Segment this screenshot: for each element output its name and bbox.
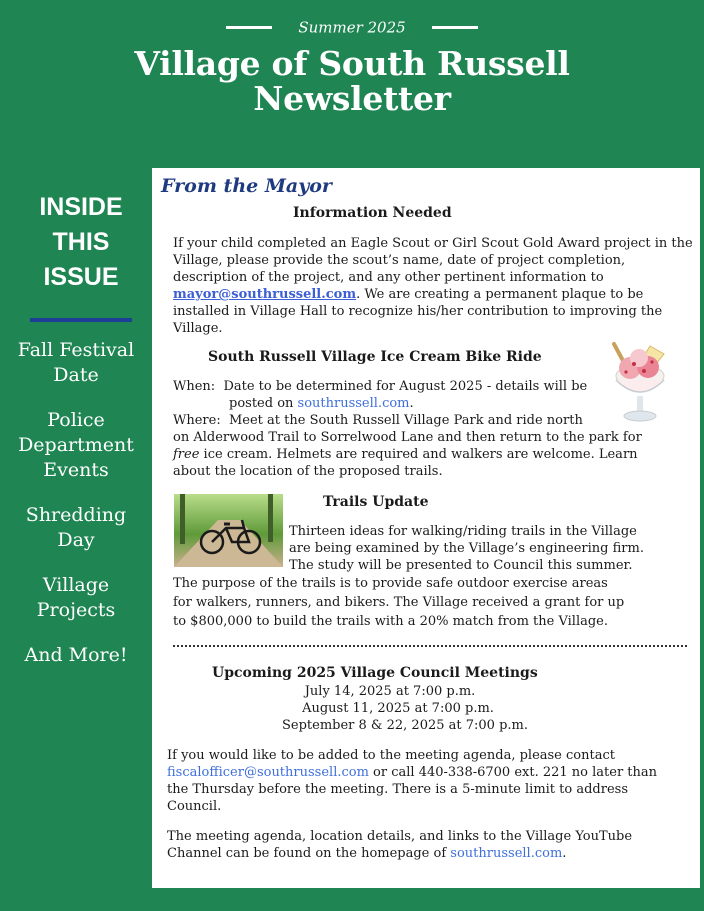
sidebar-item-fall-festival <box>0 338 152 388</box>
heading-ice-cream-bike-ride: South Russell Village Ice Cream Bike Ride <box>208 349 542 365</box>
sidebar-divider <box>30 318 132 322</box>
bike-ride-where-line-3 <box>173 447 638 462</box>
sidebar-heading-line: ISSUE <box>43 263 119 291</box>
trails-line-5: for walkers, runners, and bikers. The Village received a grant for up <box>173 595 625 610</box>
footer-line-2 <box>167 846 566 861</box>
sidebar-item-line: Date <box>53 364 99 386</box>
meeting-date: September 8 & 22, 2025 at 7:00 p.m. <box>281 718 528 733</box>
sidebar-item-line: Projects <box>36 599 116 621</box>
agenda-line-3: the Thursday before the meeting. There is a 5-minute limit to address <box>167 782 628 797</box>
meeting-date: August 11, 2025 at 7:00 p.m. <box>302 701 494 716</box>
when-label: When: <box>173 379 216 394</box>
sidebar-heading-line: THIS <box>52 228 110 256</box>
decorative-rule-right <box>432 26 478 29</box>
free-emphasis: free <box>173 447 200 462</box>
meeting-date: July 14, 2025 at 7:00 p.m. <box>304 684 476 699</box>
footer-line-2-end: . <box>562 846 567 861</box>
sidebar-item-line: Department <box>18 434 134 456</box>
mayor-text: If your child completed an Eagle Scout or Girl Scout Gold Award project in the Village, please provide the scout’s name, date of project completion, description of the project, and any other pertinent information to <box>173 236 693 285</box>
dotted-divider <box>173 645 687 647</box>
heading-information-needed: Information Needed <box>293 205 452 221</box>
decorative-rule-left <box>226 26 272 29</box>
bike-ride-where-line-4: about the location of the proposed trails. <box>173 464 443 479</box>
homepage-link[interactable]: southrussell.com <box>450 846 563 861</box>
sidebar-item-police-events <box>0 408 152 483</box>
inside-this-issue-sidebar <box>0 168 152 888</box>
trails-line-3: The study will be presented to Council this summer. <box>289 558 633 573</box>
sidebar-item-and-more <box>0 643 152 668</box>
fiscal-officer-email-link[interactable]: fiscalofficer@southrussell.com <box>167 765 369 780</box>
issue-label: Summer 2025 <box>298 18 406 37</box>
where-text: Meet at the South Russell Village Park and ride north <box>228 413 583 428</box>
southrussell-link[interactable]: southrussell.com <box>297 396 410 411</box>
footer-line-1: The meeting agenda, location details, and links to the Village YouTube <box>167 829 633 844</box>
title-line-1: Village of South Russell <box>134 44 570 83</box>
when-text: Date to be determined for August 2025 - details will be <box>223 379 588 394</box>
sidebar-heading <box>0 190 162 295</box>
when-cont-end: . <box>409 396 414 411</box>
bicycle-trail-photo <box>174 494 283 567</box>
mayor-text-end: . We are creating a permanent plaque to be installed in Village Hall to recognize his/her contribution to improving the Village. <box>173 287 663 336</box>
heading-trails-update: Trails Update <box>323 494 429 510</box>
trails-line-6: to $800,000 to build the trails with a 20% match from the Village. <box>173 614 608 629</box>
sidebar-item-shredding-day <box>0 503 152 553</box>
title-line-2: Newsletter <box>253 79 451 118</box>
bike-ride-when-cont <box>229 396 414 411</box>
bike-ride-where-line <box>173 413 583 428</box>
trails-line-2: are being examined by the Village’s engineering firm. <box>289 541 644 556</box>
sidebar-heading-line: INSIDE <box>39 193 123 221</box>
masthead <box>0 0 704 168</box>
trails-line-1: Thirteen ideas for walking/riding trails in the Village <box>289 524 637 539</box>
agenda-line-2-text: or call 440-338-6700 ext. 221 no later than <box>368 765 658 780</box>
sidebar-item-line: Shredding <box>25 504 127 526</box>
sidebar-item-line: Police <box>47 409 105 431</box>
mayor-email-link[interactable]: mayor@southrussell.com <box>173 287 357 302</box>
main-content <box>152 168 700 888</box>
mayor-paragraph <box>173 235 693 337</box>
issue-row <box>0 18 704 36</box>
sidebar-item-line: Day <box>57 529 95 551</box>
bike-ride-when-line <box>173 379 587 394</box>
ice-cream-sundae-icon <box>606 340 674 426</box>
where-line-3-text: ice cream. Helmets are required and walkers are welcome. Learn <box>199 447 638 462</box>
section-title-from-the-mayor: From the Mayor <box>161 175 332 197</box>
agenda-line-1: If you would like to be added to the meeting agenda, please contact <box>167 748 615 763</box>
sidebar-item-village-projects <box>0 573 152 623</box>
heading-council-meetings: Upcoming 2025 Village Council Meetings <box>212 665 538 681</box>
when-cont-text: posted on <box>229 396 298 411</box>
sidebar-item-line: Fall Festival <box>17 339 135 361</box>
sidebar-item-line: Village <box>42 574 110 596</box>
bike-ride-where-line-2: on Alderwood Trail to Sorrelwood Lane and then return to the park for <box>173 430 642 445</box>
agenda-line-4: Council. <box>167 799 222 814</box>
where-label: Where: <box>173 413 221 428</box>
sidebar-item-list <box>0 338 152 688</box>
agenda-line-2 <box>167 765 657 780</box>
trails-line-4: The purpose of the trails is to provide safe outdoor exercise areas <box>173 576 608 591</box>
footer-line-2-text: Channel can be found on the homepage of <box>167 846 451 861</box>
sidebar-item-line: Events <box>43 459 109 481</box>
newsletter-title <box>0 46 704 116</box>
sidebar-item-line: And More! <box>24 644 128 666</box>
